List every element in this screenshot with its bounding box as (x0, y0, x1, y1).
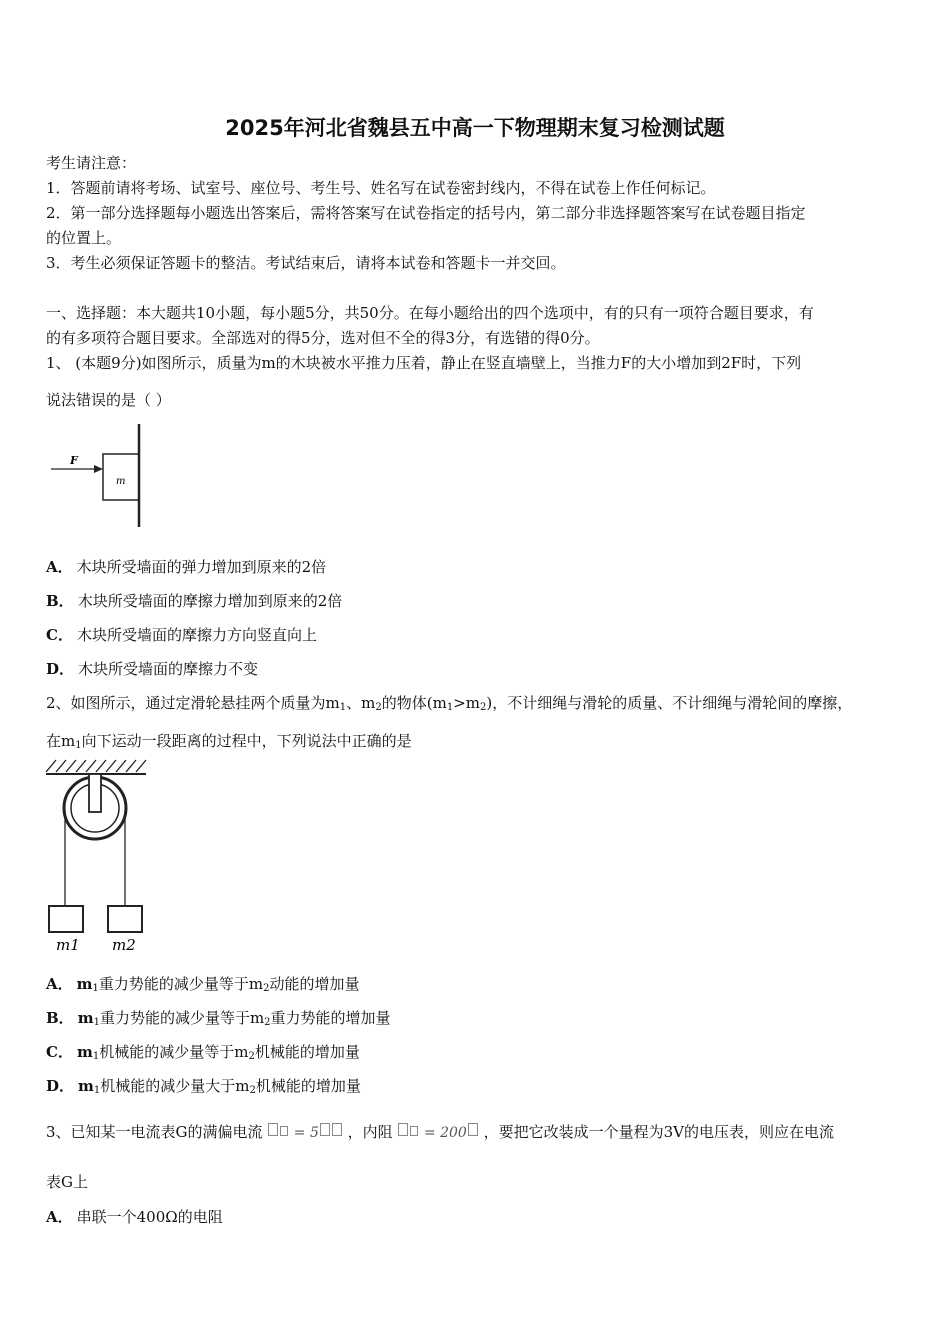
force-label: F (70, 454, 78, 467)
q2-option-c: C． $m_1$机械能的减少量等于$m_2$机械能的增加量 (46, 1043, 360, 1062)
section-intro: 的有多项符合题目要求。全部选对的得5分，选对但不全的得3分，有选错的得0分。 (46, 329, 600, 347)
q3-option-a: A． 串联一个400Ω的电阻 (46, 1208, 223, 1226)
q2-option-b: B． $m_1$重力势能的减少量等于$m_2$重力势能的增加量 (46, 1009, 391, 1028)
q1-option-a: A． 木块所受墙面的弹力增加到原来的2倍 (46, 558, 327, 576)
q2-option-d: D． $m_1$机械能的减少量大于$m_2$机械能的增加量 (46, 1077, 361, 1096)
notice-heading: 考生请注意： (46, 154, 137, 172)
formula-current: = 5 (267, 1123, 343, 1141)
section-intro: 一、选择题：本大题共10小题，每小题5分，共50分。在每小题给出的四个选项中，有的只有一项符合题目要求，有 (46, 304, 814, 322)
notice-item: 的位置上。 (46, 229, 122, 247)
q2-stem: 在$m_1$向下运动一段距离的过程中，下列说法中正确的是 (46, 732, 412, 751)
formula-resistance: = 200 (397, 1123, 478, 1141)
mass-label-m1: m1 (56, 936, 80, 954)
notice-item: 3．考生必须保证答题卡的整洁。考试结束后，请将本试卷和答题卡一并交回。 (46, 254, 566, 272)
q1-figure-block-wall (46, 424, 146, 529)
q1-option-c: C． 木块所受墙面的摩擦力方向竖直向上 (46, 626, 317, 644)
q2-figure-pulley (44, 758, 150, 958)
notice-item: 2．第一部分选择题每小题选出答案后，需将答案写在试卷指定的括号内，第二部分非选择题答案写在试卷题目指定 (46, 204, 806, 222)
mass-block-m1 (49, 906, 83, 932)
q3-stem: 3、已知某一电流表G的满偏电流 = 5 ，内阻 = 200 ，要把它改装成一个量程为3V的电压表，则应在电流 (46, 1123, 834, 1141)
mass-block-m2 (108, 906, 142, 932)
page-title: 2025年河北省魏县五中高一下物理期末复习检测试题 (225, 116, 725, 140)
ceiling-hatch (46, 760, 146, 772)
q1-option-b: B． 木块所受墙面的摩擦力增加到原来的2倍 (46, 592, 343, 610)
q1-option-d: D． 木块所受墙面的摩擦力不变 (46, 660, 259, 678)
pulley-axle-mount (89, 774, 101, 812)
notice-item: 1．答题前请将考场、试室号、座位号、考生号、姓名写在试卷密封线内，不得在试卷上作任何标记。 (46, 179, 716, 197)
q1-stem: 说法错误的是（ ） (46, 391, 171, 409)
q1-stem: 1、 (本题9分)如图所示，质量为m的木块被水平推力压着，静止在竖直墙壁上，当推力F的大小增加到2F时，下列 (46, 354, 802, 372)
mass-label: m (116, 476, 126, 487)
mass-label-m2: m2 (112, 936, 136, 954)
q2-stem: 2、如图所示，通过定滑轮悬挂两个质量为$m_1$、$m_2$的物体$(m_1>m_2)$，不计细绳与滑轮的质量、不计细绳与滑轮间的摩擦， (46, 694, 853, 713)
q2-option-a: A． $m_1$重力势能的减少量等于$m_2$动能的增加量 (46, 975, 360, 994)
q3-stem: 表G上 (46, 1173, 88, 1191)
arrow-head-icon (94, 465, 103, 473)
